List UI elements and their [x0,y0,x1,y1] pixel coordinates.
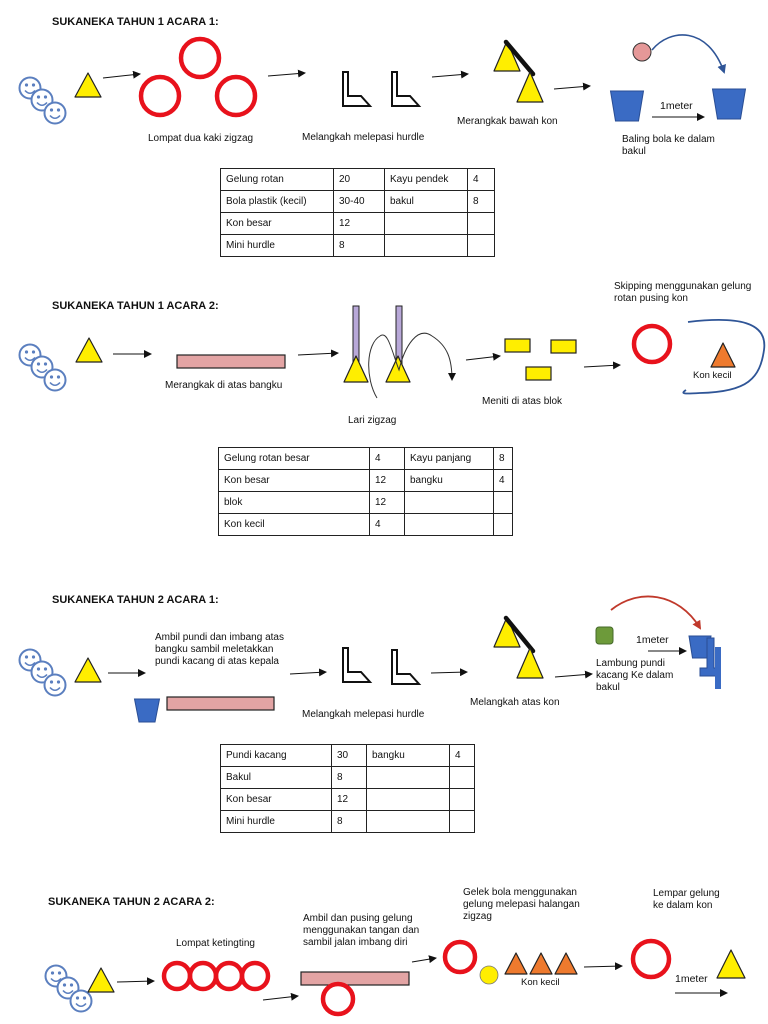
table-cell: Kon kecil [219,514,370,536]
small-cone-icon [555,953,577,974]
throw-trajectory-arrow [652,35,724,72]
table-cell: 4 [370,448,405,470]
s4-cone-label: Kon kecil [521,977,560,988]
flow-arrow [432,74,468,77]
table-row [219,470,513,492]
table-cell: Bakul [221,767,332,789]
hoop-ring-icon [141,77,179,115]
small-cone-icon [711,343,735,367]
hoop-ring-icon [634,326,670,362]
s1-distance-label: 1meter [660,100,693,112]
table-cell [367,789,450,811]
flow-arrow [298,353,338,355]
table-cell: 30 [332,745,367,767]
flow-arrow [554,86,590,89]
ball-icon [480,966,498,984]
table-cell: 12 [370,492,405,514]
mini-hurdle-icon [392,650,419,684]
s1-station-3-label: Merangkak bawah kon [457,116,558,127]
table-row [221,767,475,789]
bench-icon [301,972,409,985]
table-cell: Pundi kacang [221,745,332,767]
cone-icon [344,356,368,382]
s1-station-2-label: Melangkah melepasi hurdle [302,132,425,143]
bench-icon [167,697,274,710]
s2-station-1-label: Merangkak di atas bangku [165,380,283,391]
table-cell: 4 [494,470,513,492]
s3-station-3-label: Melangkah atas kon [470,697,560,708]
table-cell [468,213,495,235]
table-row [221,745,475,767]
cone-icon [386,356,410,382]
s3-station-1-label: Ambil pundi dan imbang atas bangku sambil meletakkan pundi kacang di atas kepala [155,632,284,667]
basket-icon [713,89,746,119]
section-1-title: SUKANEKA TAHUN 1 ACARA 1: [52,16,219,28]
s2-station-4-label: Skipping menggunakan gelung rotan pusing kon [614,281,752,304]
table-cell: Kayu pendek [385,169,468,191]
block-icon [526,367,551,380]
block-icon [505,339,530,352]
mini-hurdle-icon [392,72,419,106]
section-4-title: SUKANEKA TAHUN 2 ACARA 2: [48,896,215,908]
s2-station-2-label: Lari zigzag [348,415,397,426]
table-cell: Kon besar [219,470,370,492]
table-cell [494,492,513,514]
target-cone-icon [717,950,745,978]
table-cell: bangku [367,745,450,767]
cone-icon [517,72,543,102]
s4-station-4-label: Lempar gelung ke dalam kon [653,888,720,911]
table-cell: 4 [370,514,405,536]
table-cell: 8 [332,767,367,789]
flow-arrow [584,966,622,967]
table-cell: Kayu panjang [405,448,494,470]
s2-station-3-label: Meniti di atas blok [482,396,563,407]
table-cell: 8 [332,811,367,833]
flow-arrow [555,674,592,677]
flow-arrow [103,74,140,78]
mini-hurdle-icon [343,648,370,682]
hoop-ring-icon [190,963,216,989]
table-cell: Bola plastik (kecil) [221,191,334,213]
table-row [219,448,513,470]
bench-icon [177,355,285,368]
s1-station-1-label: Lompat dua kaki zigzag [148,133,254,144]
table-row [219,492,513,514]
table-cell: Mini hurdle [221,811,332,833]
hoop-ring-icon [217,77,255,115]
flow-arrow [268,73,305,76]
table-cell: 4 [468,169,495,191]
basket-icon [611,91,644,121]
flow-arrow [466,356,500,360]
pupil-face-icon [71,991,92,1012]
table-cell: bakul [385,191,468,213]
section-2-title: SUKANEKA TAHUN 1 ACARA 2: [52,300,219,312]
pupil-face-icon [45,370,66,391]
flow-arrow [412,958,436,962]
block-icon [551,340,576,353]
table-cell: 30-40 [334,191,385,213]
s3-station-4-label: Lambung pundi kacang Ke dalam bakul [596,658,674,693]
table-row [221,191,495,213]
start-cone-icon [75,73,101,97]
small-cone-icon [530,953,552,974]
s4-station-2-label: Ambil dan pusing gelung menggunakan tangan dan sambil jalan imbang diri [303,913,420,948]
table-cell [385,235,468,257]
table-cell: 8 [468,191,495,213]
table-cell: bangku [405,470,494,492]
hoop-ring-icon [181,39,219,77]
table-cell: 8 [494,448,513,470]
ball-icon [633,43,651,61]
s4-distance-label: 1meter [675,973,708,985]
s3-equipment-table [220,744,475,833]
table-cell [405,514,494,536]
table-cell [367,767,450,789]
cone-icon [517,648,543,678]
table-cell: Kon besar [221,213,334,235]
flow-arrow [431,672,467,673]
s1-equipment-table [220,168,495,257]
table-cell: 12 [334,213,385,235]
table-cell [450,767,475,789]
table-cell [468,235,495,257]
s1-station-4-label: Baling bola ke dalam bakul [622,134,715,157]
flow-arrow [117,981,154,982]
flow-arrow [584,365,620,367]
flow-arrow [263,996,298,1000]
table-row [221,213,495,235]
throw-trajectory-arrow [611,596,700,628]
table-cell [450,811,475,833]
table-cell: Kon besar [221,789,332,811]
table-row [221,789,475,811]
start-cone-icon [75,658,101,682]
basket-side-icon [715,647,721,689]
table-cell: 4 [450,745,475,767]
start-cone-icon [76,338,102,362]
table-cell: Mini hurdle [221,235,334,257]
s2-equipment-table [218,447,513,536]
s3-station-2-label: Melangkah melepasi hurdle [302,709,425,720]
table-cell [494,514,513,536]
table-cell: Gelung rotan [221,169,334,191]
zigzag-path-arrow [369,333,452,398]
start-cone-icon [88,968,114,992]
pupil-face-icon [45,675,66,696]
hoop-ring-icon [216,963,242,989]
beanbag-icon [596,627,613,644]
table-row [221,811,475,833]
pupil-face-icon [45,103,66,124]
section-3-title: SUKANEKA TAHUN 2 ACARA 1: [52,594,219,606]
table-row [219,514,513,536]
beanbag-basket-icon [135,699,160,722]
hoop-ring-icon [445,942,475,972]
table-cell [450,789,475,811]
table-cell: 20 [334,169,385,191]
flow-arrow [290,672,326,674]
table-cell: 12 [370,470,405,492]
small-cone-icon [505,953,527,974]
hoop-ring-icon [242,963,268,989]
table-cell: 12 [332,789,367,811]
hoop-ring-icon [323,984,353,1014]
s3-distance-label: 1meter [636,634,669,646]
hoop-ring-icon [633,941,669,977]
s2-cone-label: Kon kecil [693,370,732,381]
mini-hurdle-icon [343,72,370,106]
s4-station-3-label: Gelek bola menggunakan gelung melepasi halangan zigzag [463,887,580,922]
table-row [221,235,495,257]
table-cell: 8 [334,235,385,257]
table-cell [385,213,468,235]
table-cell: blok [219,492,370,514]
table-row [221,169,495,191]
table-cell [405,492,494,514]
s4-station-1-label: Lompat ketingting [176,938,255,949]
hoop-ring-icon [164,963,190,989]
table-cell: Gelung rotan besar [219,448,370,470]
table-cell [367,811,450,833]
